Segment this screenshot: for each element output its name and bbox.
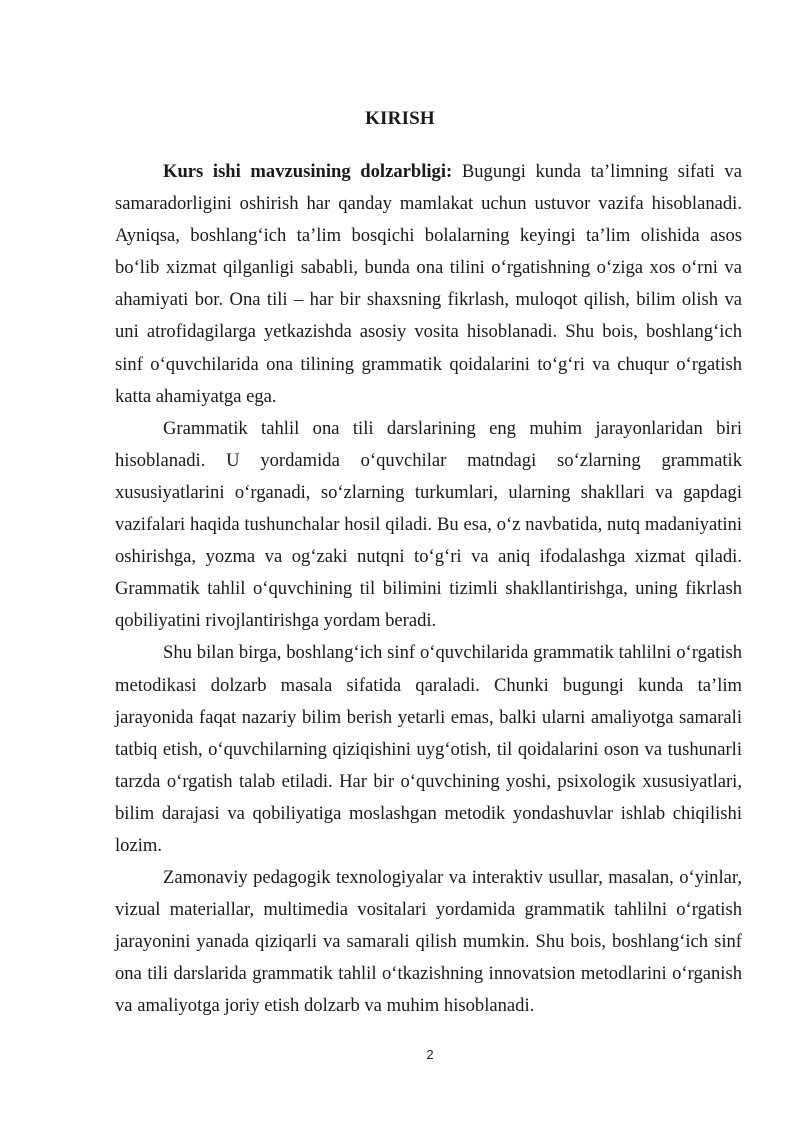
page-number: 2 xyxy=(426,1047,434,1062)
paragraph-modern-technologies: Zamonaviy pedagogik texnologiyalar va interaktiv usullar, masalan, o‘yinlar, vizual materiallar, multimedia vositalari yordamida grammatik tahlilni o‘rgatish jarayonini yanada qiziqarli va samarali qilish mumkin. Shu bois, boshlang‘ich sinf ona tili darslarida grammatik tahlil o‘tkazishning innovatsion metodlarini o‘rganish va amaliyotga joriy etish dolzarb va muhim hisoblanadi. xyxy=(115,867,742,1017)
paragraph-grammatical-analysis: Grammatik tahlil ona tili darslarining eng muhim jarayonlaridan biri hisoblanadi. U yordamida o‘quvchilar matndagi so‘zlarning grammatik xususiyatlarini o‘rganadi, so‘zlarning turkumlari, ularning shakllari va gapdagi vazifalari haqida tushunchalar hosil qiladi. Bu esa, o‘z navbatida, nutq madaniyatini oshirishga, yozma va og‘zaki nutqni to‘g‘ri va aniq ifodalashga xizmat qiladi. Grammatik tahlil o‘quvchining til bilimini tizimli shakllantirishga, uning fikrlash qobiliyatini rivojlantirishga yordam beradi. xyxy=(115,417,742,632)
paragraph-relevance xyxy=(115,156,742,413)
paragraph-methodology: Shu bilan birga, boshlang‘ich sinf o‘quvchilarida grammatik tahlilni o‘rgatish metodikasi dolzarb masala sifatida qaraladi. Chunki bugungi kunda ta’lim jarayonida faqat nazariy bilim berish yetarli emas, balki ularni amaliyotga samarali tatbiq etish, o‘quvchilarning qiziqishini uyg‘otish, til qoidalarini oson va tushunarli tarzda o‘rgatish talab etiladi. Har bir o‘quvchining yoshi, psixologik xususiyatlari, bilim darajasi va qobiliyatiga moslashgan metodik yondashuvlar ishlab chiqilishi lozim. xyxy=(115,642,742,856)
paragraph-text: Bugungi kunda ta’limning sifati va samaradorligini oshirish har qanday mamlakat uchun ustuvor vazifa hisoblanadi. Ayniqsa, boshlang‘ich ta’lim bosqichi bolalarning keyingi ta’lim olishida asos bo‘lib xizmat qilganligi sababli, bunda ona tilini o‘rgatishning o‘ziga xos o‘rni va ahamiyati bor. Ona tili – har bir shaxsning fikrlash, muloqot qilish, bilim olish va uni atrofidagilarga yetkazishda asosiy vosita hisoblanadi. Shu bois, boshlang‘ich sinf o‘quvchilarida ona tilining grammatik qoidalarini to‘g‘ri va chuqur o‘rgatish katta ahamiyatga ega. xyxy=(115,161,742,407)
document-body xyxy=(115,156,742,1023)
page-title: KIRISH xyxy=(365,108,435,129)
paragraph-lead: Kurs ishi mavzusining dolzarbligi: xyxy=(163,161,453,182)
